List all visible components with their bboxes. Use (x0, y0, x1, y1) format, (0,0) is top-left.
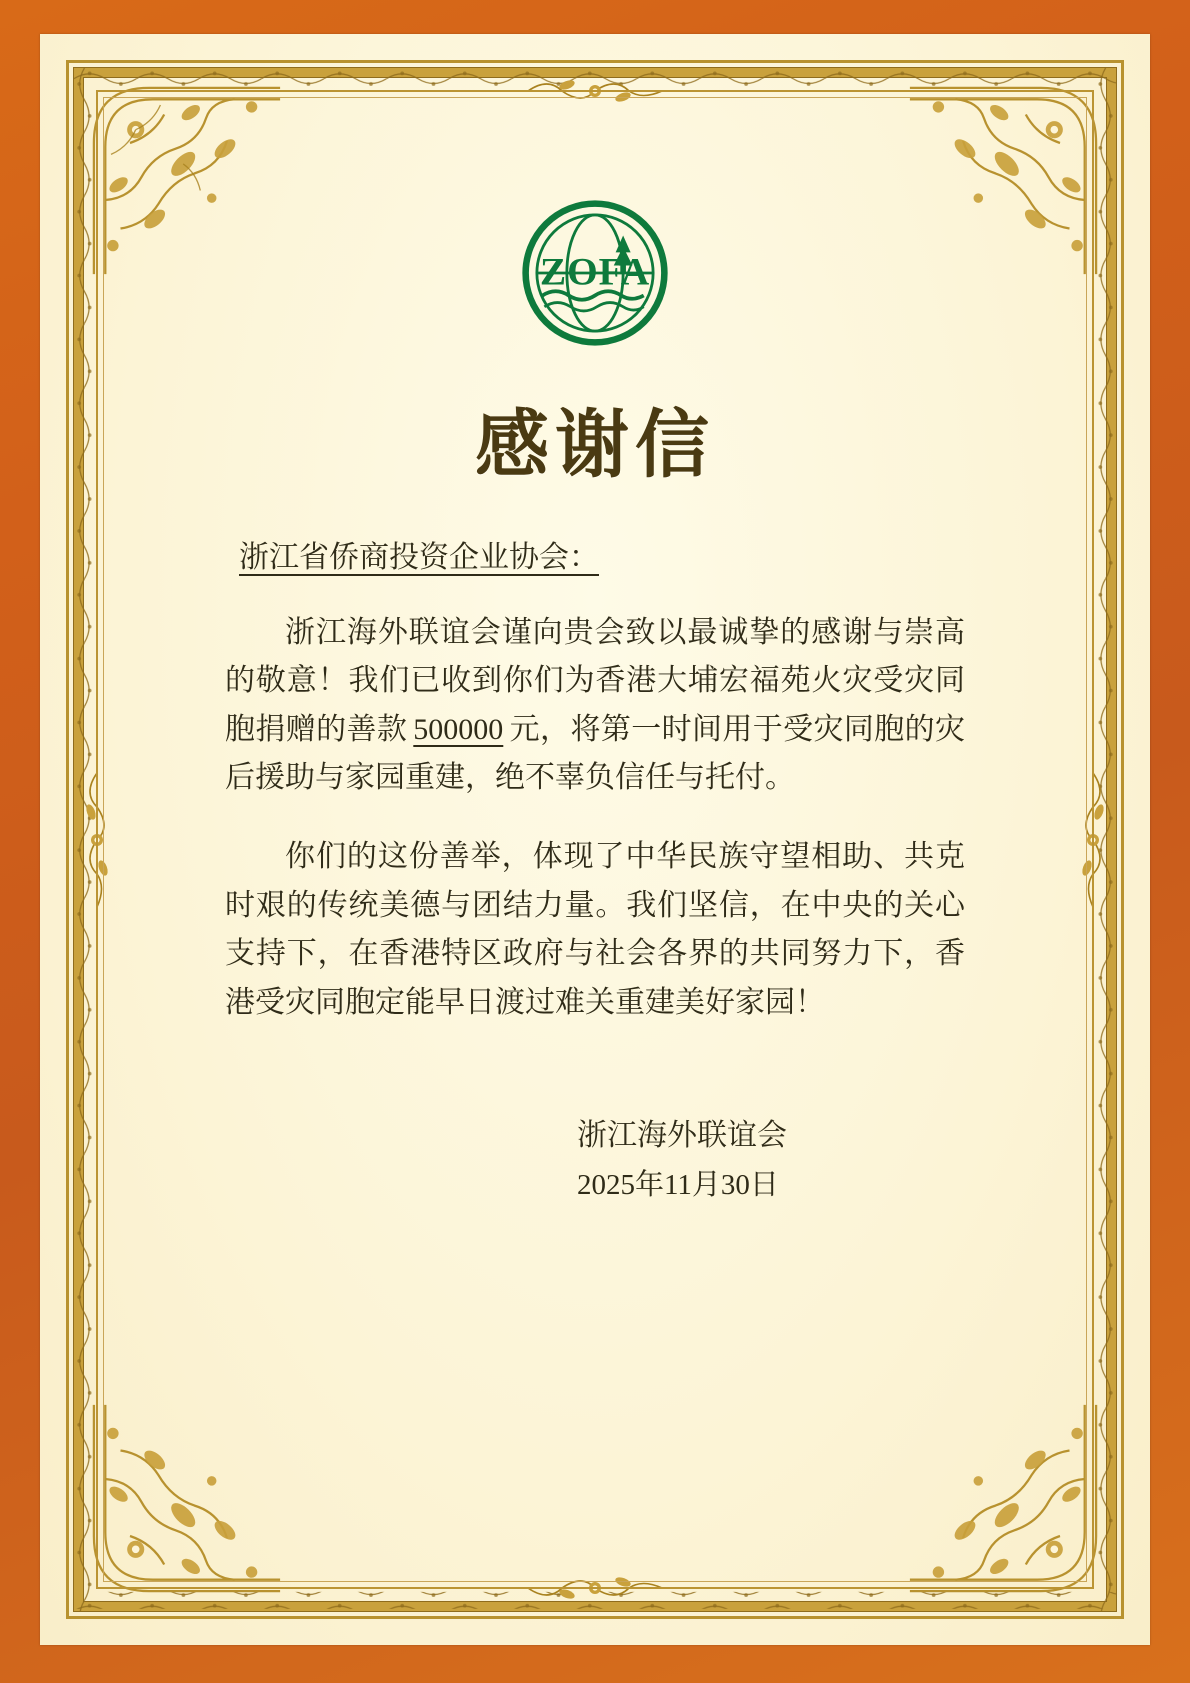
paragraph-1-after-amount: 元，将第一时间用于受灾同胞的灾后援助与家园重建，绝不辜负信任与托付。 (225, 712, 966, 795)
salutation-text: 浙江省侨商投资企业协会： (239, 541, 599, 574)
page-title: 感谢信 (475, 405, 715, 487)
donation-amount: 500000 (413, 712, 504, 746)
letter-body (225, 534, 965, 1057)
paragraph-1 (225, 609, 965, 803)
salutation-line (225, 534, 965, 609)
signature-organization: 浙江海外联谊会 (577, 1119, 787, 1153)
letter-content (136, 130, 1054, 1549)
signature-block (225, 1111, 965, 1209)
paragraph-1-before-amount: 浙江海外联谊会谨向贵会致以最诚挚的感谢与崇高的敬意！我们已收到你们为香港大埔宏福苑火灾受灾同胞捐赠的善款 (225, 615, 965, 746)
certificate-sheet (40, 34, 1150, 1645)
signature-date: 2025年11月30日 (577, 1169, 779, 1202)
paragraph-2: 你们的这份善举，体现了中华民族守望相助、共克时艰的传统美德与团结力量。我们坚信，在中央的关心支持下，在香港特区政府与社会各界的共同努力下，香港受灾同胞定能早日渡过难关重建美好家园！ (225, 839, 965, 1019)
logo-text: ZOFA (539, 249, 651, 294)
zofa-logo-icon (520, 198, 670, 348)
